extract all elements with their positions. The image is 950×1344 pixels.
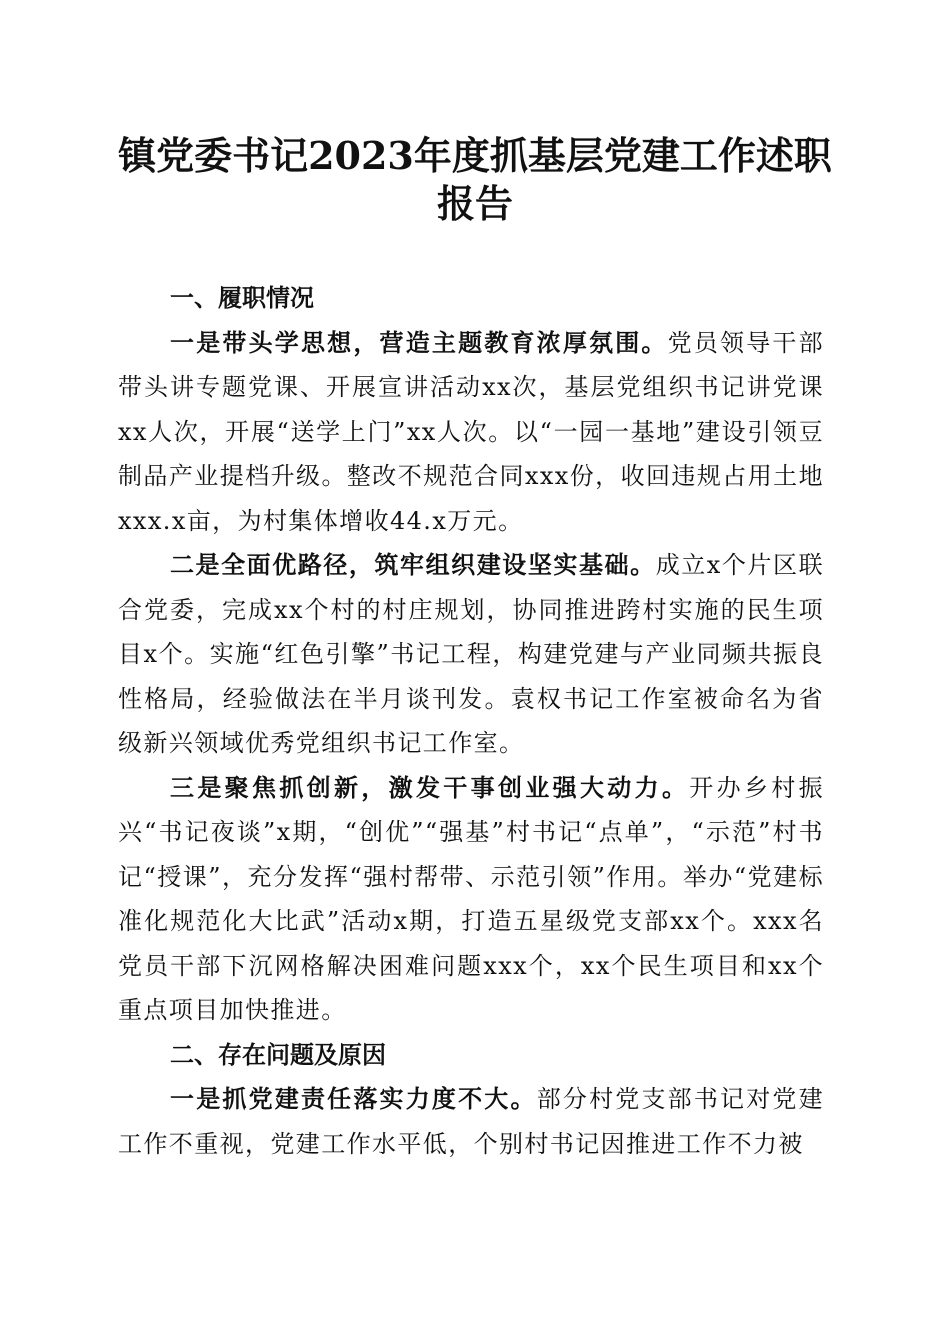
paragraph-body: 部分村党支部书记对党建工作不重视，党建工作水平低，个别村书记因推进工作不力被: [118, 1085, 824, 1158]
document-body: [118, 276, 824, 1166]
paragraph: [118, 766, 824, 1033]
paragraph: [118, 543, 824, 766]
section-heading: 一、履职情况: [170, 284, 314, 312]
paragraph: [118, 1077, 824, 1166]
section-heading: 二、存在问题及原因: [170, 1040, 386, 1069]
document-title: 镇党委书记2023年度抓基层党建工作述职报告: [118, 133, 832, 226]
paragraph-lead: 一是抓党建责任落实力度不大。: [170, 1084, 537, 1113]
paragraph-lead: 二是全面优路径，筑牢组织建设坚实基础。: [170, 550, 656, 579]
paragraph-lead: 一是带头学思想，营造主题教育浓厚氛围。: [170, 327, 668, 357]
paragraph: [118, 321, 824, 544]
paragraph-body: 党员领导干部带头讲专题党课、开展宣讲活动xx次，基层党组织书记讲党课xx人次，开展“送学上门”xx人次。以“一园一基地”建设引领豆制品产业提档升级。整改不规范合同xxx份，收回违规占用土地xxx.x亩，为村集体增收44.x万元。: [118, 328, 824, 535]
paragraph-body: 开办乡村振兴“书记夜谈”x期，“创优”“强基”村书记“点单”，“示范”村书记“授课”，充分发挥“强村帮带、示范引领”作用。举办“党建标准化规范化大比武”活动x期，打造五星级党支部xx个。xxx名党员干部下沉网格解决困难问题xxx个，xx个民生项目和xx个重点项目加快推进。: [118, 773, 825, 1024]
paragraph-body: 成立x个片区联合党委，完成xx个村的村庄规划，协同推进跨村实施的民生项目x个。实施“红色引擎”书记工程，构建党建与产业同频共振良性格局，经验做法在半月谈刊发。袁权书记工作室被命名为省级新兴领域优秀党组织书记工作室。: [118, 551, 824, 757]
paragraph-lead: 三是聚焦抓创新，激发干事创业强大动力。: [170, 772, 690, 802]
